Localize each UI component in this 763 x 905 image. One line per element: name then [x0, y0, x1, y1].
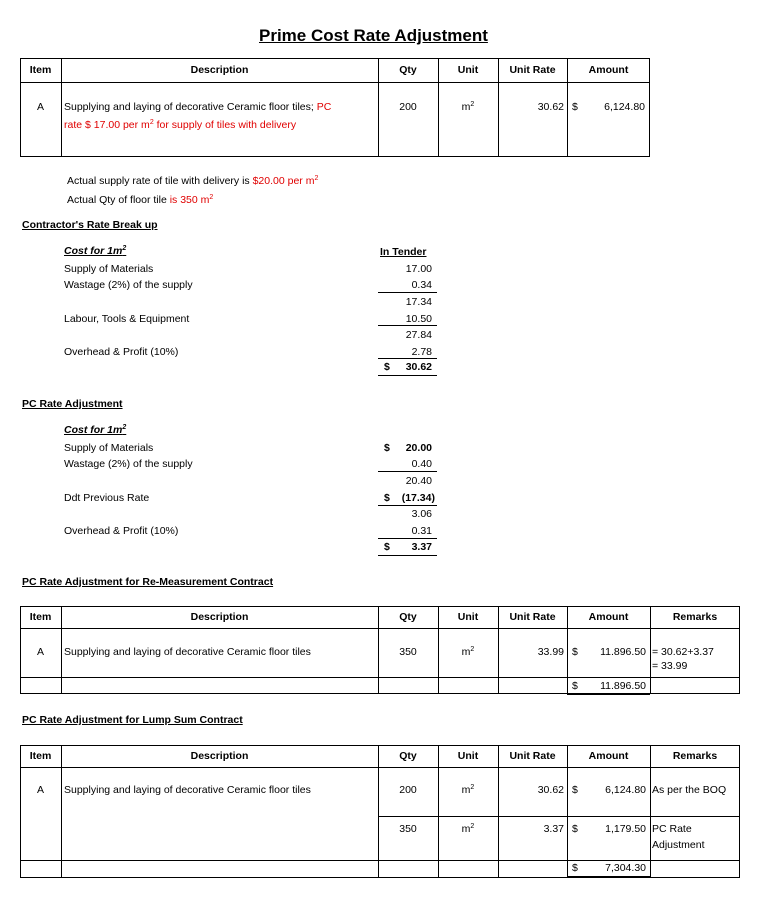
table-cell-unit-rate: 33.99 — [537, 646, 564, 658]
breakup-value: 0.34 — [411, 279, 432, 291]
header-item: Item — [29, 750, 52, 762]
breakup-cost-label: Cost for $1m^2$ — [64, 245, 127, 257]
table-cell-remark: = 30.62+3.37 — [652, 646, 714, 658]
header-unit: Unit — [457, 64, 479, 76]
table-cell-unit: $m^2$ — [461, 101, 475, 113]
header-amount: Amount — [588, 750, 629, 762]
breakup-value: 2.78 — [411, 346, 432, 358]
breakup-col-heading: In Tender — [380, 246, 427, 258]
currency-symbol: $ — [384, 492, 390, 504]
pc-label: Supply of Materials — [64, 442, 154, 454]
pc-value: 20.40 — [405, 475, 432, 487]
pc-total: 3.37 — [411, 541, 432, 553]
table-cell-item: A — [36, 646, 44, 658]
table-cell-amount: 6,124.80 — [604, 101, 645, 113]
table-cell-qty: 350 — [399, 646, 417, 658]
table-cell-remark: PC Rate — [652, 823, 692, 835]
header-unit-rate: Unit Rate — [509, 64, 556, 76]
currency-symbol: $ — [572, 680, 578, 692]
table-cell-remark: Adjustment — [652, 839, 705, 851]
header-description: Description — [190, 64, 249, 76]
header-qty: Qty — [399, 611, 417, 623]
breakup-value: 17.34 — [405, 296, 432, 308]
table-cell-remark: = 33.99 — [652, 660, 688, 672]
pc-value: 3.06 — [411, 508, 432, 520]
section-heading-breakup: Contractor's Rate Break up — [22, 219, 158, 231]
breakup-label: Supply of Materials — [64, 263, 154, 275]
pc-value: 0.31 — [411, 525, 432, 537]
section-heading-remeasurement: PC Rate Adjustment for Re-Measurement Contract — [22, 576, 274, 588]
breakup-total: 30.62 — [405, 361, 432, 373]
header-amount: Amount — [588, 64, 629, 76]
header-remarks: Remarks — [672, 750, 718, 762]
currency-symbol: $ — [572, 646, 578, 658]
header-qty: Qty — [399, 750, 417, 762]
header-item: Item — [29, 611, 52, 623]
breakup-value: 27.84 — [405, 329, 432, 341]
currency-symbol: $ — [384, 442, 390, 454]
header-amount: Amount — [588, 611, 629, 623]
table-cell-amount: 1,179.50 — [605, 823, 646, 835]
header-unit: Unit — [457, 750, 479, 762]
note-actual-rate: Actual supply rate of tile with delivery is $20.00 per $m^2$ — [67, 175, 319, 187]
header-unit: Unit — [457, 611, 479, 623]
table-cell-amount: 11.896.50 — [600, 646, 646, 658]
pc-label: Overhead & Profit (10%) — [64, 525, 179, 537]
header-remarks: Remarks — [672, 611, 718, 623]
section-heading-pc-adjustment: PC Rate Adjustment — [22, 398, 123, 410]
table-cell-item: A — [36, 784, 44, 796]
table-cell-item: A — [36, 101, 44, 113]
header-description: Description — [190, 750, 249, 762]
table-cell-description-line2: rate $ 17.00 per $m^2$ for supply of tiles with delivery — [64, 119, 297, 131]
breakup-label: Overhead & Profit (10%) — [64, 346, 179, 358]
page-title: Prime Cost Rate Adjustment — [259, 26, 488, 45]
table-cell-unit-rate: 3.37 — [543, 823, 564, 835]
table-cell-description: Supplying and laying of decorative Ceramic floor tiles — [64, 784, 311, 796]
note-actual-qty: Actual Qty of floor tile is 350 $m^2$ — [67, 194, 214, 206]
table-cell-qty: 200 — [399, 784, 417, 796]
currency-symbol: $ — [384, 361, 390, 373]
pc-value: 0.40 — [411, 458, 432, 470]
currency-symbol: $ — [572, 862, 578, 874]
currency-symbol: $ — [572, 823, 578, 835]
section-heading-lumpsum: PC Rate Adjustment for Lump Sum Contract — [22, 714, 243, 726]
table-cell-remark: As per the BOQ — [652, 784, 727, 796]
currency-symbol: $ — [572, 101, 578, 113]
pc-value: (17.34) — [401, 492, 435, 504]
breakup-label: Wastage (2%) of the supply — [64, 279, 193, 291]
table-total: 7,304.30 — [605, 862, 646, 874]
header-item: Item — [29, 64, 52, 76]
table-cell-amount: 6,124.80 — [605, 784, 646, 796]
pc-label: Wastage (2%) of the supply — [64, 458, 193, 470]
pc-value: 20.00 — [405, 442, 432, 454]
header-unit-rate: Unit Rate — [509, 611, 556, 623]
currency-symbol: $ — [384, 541, 390, 553]
table-cell-unit: $m^2$ — [461, 823, 475, 835]
table-cell-qty: 200 — [399, 101, 417, 113]
table-total: 11.896.50 — [600, 680, 646, 692]
table-cell-qty: 350 — [399, 823, 417, 835]
pc-cost-label: Cost for $1m^2$ — [64, 424, 127, 436]
breakup-label: Labour, Tools & Equipment — [64, 313, 190, 325]
table-cell-unit: $m^2$ — [461, 646, 475, 658]
table-cell-unit-rate: 30.62 — [537, 784, 564, 796]
currency-symbol: $ — [572, 784, 578, 796]
header-unit-rate: Unit Rate — [509, 750, 556, 762]
table-cell-unit: $m^2$ — [461, 784, 475, 796]
header-description: Description — [190, 611, 249, 623]
table-cell-unit-rate: 30.62 — [537, 101, 564, 113]
header-qty: Qty — [399, 64, 417, 76]
table-cell-description: Supplying and laying of decorative Ceramic floor tiles — [64, 646, 311, 658]
breakup-value: 17.00 — [405, 263, 432, 275]
breakup-value: 10.50 — [405, 313, 432, 325]
table-cell-description: Supplying and laying of decorative Ceramic floor tiles; PC — [64, 101, 332, 113]
pc-label: Ddt Previous Rate — [64, 492, 150, 504]
